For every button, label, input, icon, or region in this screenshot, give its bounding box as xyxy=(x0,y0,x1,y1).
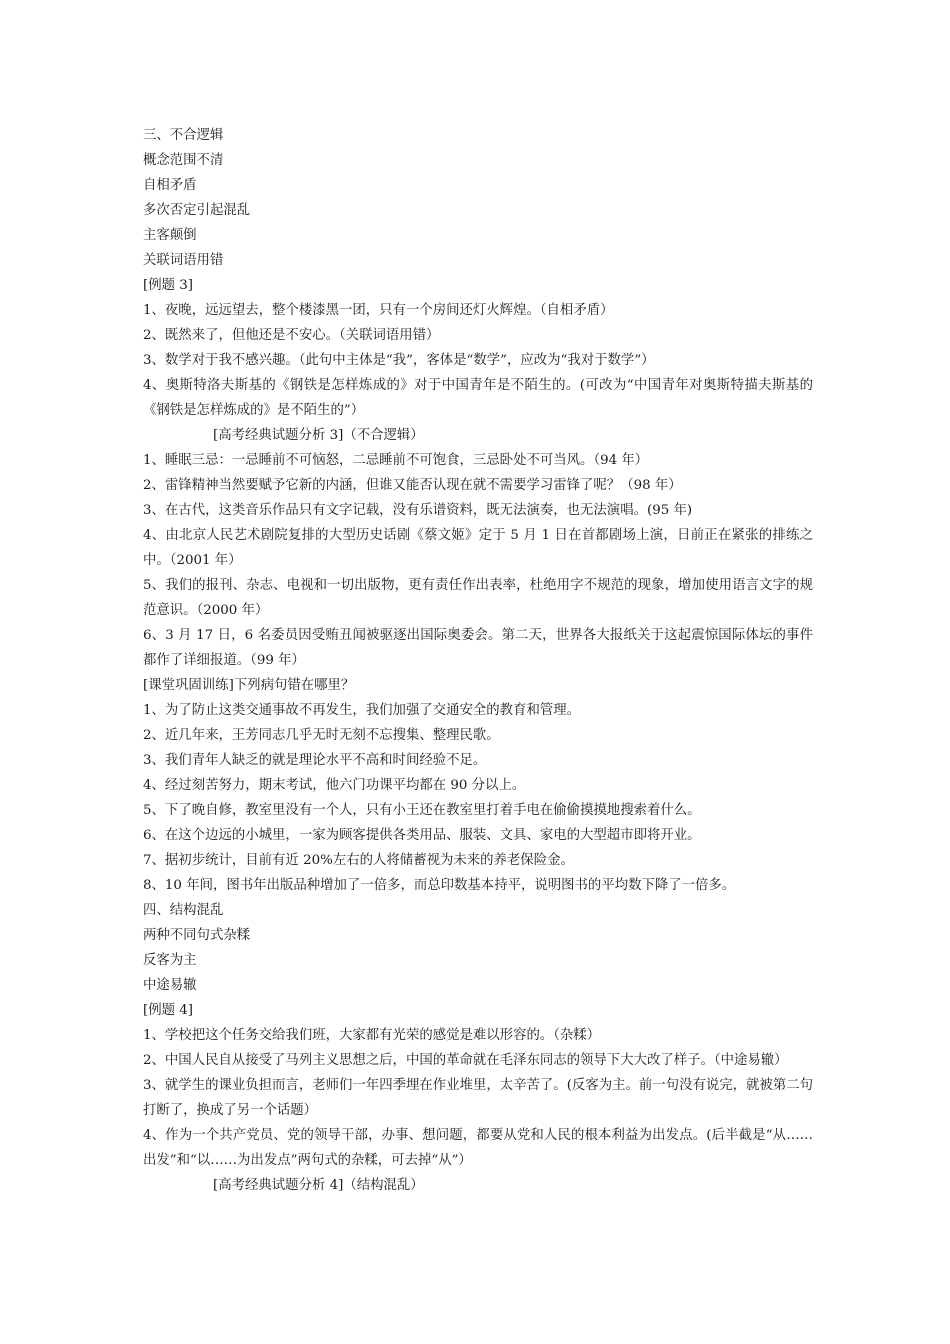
example-sentence: 1、夜晚，远远望去，整个楼漆黑一团，只有一个房间还灯火辉煌。（自相矛盾） xyxy=(143,303,614,318)
practice-sentence: 5、下了晚自修，教室里没有一个人，只有小王还在教室里打着手电在偷偷摸摸地搜索着什么。 xyxy=(143,803,701,818)
category-item: 两种不同句式杂糅 xyxy=(143,928,251,943)
category-item: 自相矛盾 xyxy=(143,178,197,193)
document-page xyxy=(143,123,813,1198)
practice-heading: [课堂巩固训练]下列病句错在哪里？ xyxy=(143,678,355,693)
category-item: 中途易辙 xyxy=(143,978,197,993)
example-sentence: 3、数学对于我不感兴趣。（此句中主体是“我”，客体是“数学”，应改为“我对于数学”） xyxy=(143,353,655,368)
category-item: 概念范围不清 xyxy=(143,153,224,168)
example-sentence: 3、就学生的课业负担而言，老师们一年四季埋在作业堆里，太辛苦了。(反客为主。前一句没有说完，就被第二句打断了，换成了另一个话题） xyxy=(143,1078,813,1118)
analysis-heading: [高考经典试题分析 3]（不合逻辑） xyxy=(213,428,424,443)
practice-sentence: 1、为了防止这类交通事故不再发生，我们加强了交通安全的教育和管理。 xyxy=(143,703,581,718)
example-label: [例题 4] xyxy=(143,1003,194,1018)
category-item: 主客颠倒 xyxy=(143,228,197,243)
example-sentence: 1、学校把这个任务交给我们班，大家都有光荣的感觉是难以形容的。（杂糅） xyxy=(143,1028,601,1043)
practice-sentence: 7、据初步统计，目前有近 20%左右的人将储蓄视为未来的养老保险金。 xyxy=(143,853,574,868)
example-sentence: 4、作为一个共产党员、党的领导干部，办事、想问题，都要从党和人民的根本利益为出发点。(后半截是“从……出发”和“以……为出发点”两句式的杂糅，可去掉“从”） xyxy=(143,1128,813,1168)
practice-sentence: 8、10 年间，图书年出版品种增加了一倍多，而总印数基本持平，说明图书的平均数下降了一倍多。 xyxy=(143,878,736,893)
analysis-sentence: 1、睡眠三忌：一忌睡前不可恼怒，二忌睡前不可饱食，三忌卧处不可当风。（94 年） xyxy=(143,453,649,468)
analysis-sentence: 5、我们的报刊、杂志、电视和一切出版物，更有责任作出表率，杜绝用字不规范的现象，增加使用语言文字的规范意识。（2000 年） xyxy=(143,578,813,618)
category-item: 多次否定引起混乱 xyxy=(143,203,251,218)
section-heading: 四、结构混乱 xyxy=(143,903,224,918)
category-item: 反客为主 xyxy=(143,953,197,968)
analysis-sentence: 6、3 月 17 日，6 名委员因受贿丑闻被驱逐出国际奥委会。第二天，世界各大报纸关于这起震惊国际体坛的事件都作了详细报道。（99 年） xyxy=(143,628,813,668)
analysis-sentence: 2、雷锋精神当然要赋予它新的内涵，但谁又能否认现在就不需要学习雷锋了呢？（98 年） xyxy=(143,478,682,493)
example-sentence: 2、既然来了，但他还是不安心。（关联词语用错） xyxy=(143,328,440,343)
analysis-heading: [高考经典试题分析 4]（结构混乱） xyxy=(213,1178,424,1193)
practice-sentence: 4、经过刻苦努力，期末考试，他六门功课平均都在 90 分以上。 xyxy=(143,778,526,793)
analysis-sentence: 3、在古代，这类音乐作品只有文字记载，没有乐谱资料，既无法演奏，也无法演唱。(95 年) xyxy=(143,503,693,518)
example-sentence: 2、中国人民自从接受了马列主义思想之后，中国的革命就在毛泽东同志的领导下大大改了样子。（中途易辙） xyxy=(143,1053,788,1068)
section-heading: 三、不合逻辑 xyxy=(143,128,224,143)
practice-sentence: 6、在这个边远的小城里，一家为顾客提供各类用品、服装、文具、家电的大型超市即将开业。 xyxy=(143,828,701,843)
example-sentence: 4、奥斯特洛夫斯基的《钢铁是怎样炼成的》对于中国青年是不陌生的。(可改为“中国青年对奥斯特描夫斯基的《钢铁是怎样炼成的》是不陌生的”） xyxy=(143,378,813,418)
practice-sentence: 3、我们青年人缺乏的就是理论水平不高和时间经验不足。 xyxy=(143,753,487,768)
practice-sentence: 2、近几年来，王芳同志几乎无时无刻不忘搜集、整理民歌。 xyxy=(143,728,500,743)
category-item: 关联词语用错 xyxy=(143,253,224,268)
example-label: [例题 3] xyxy=(143,278,194,293)
analysis-sentence: 4、由北京人民艺术剧院复排的大型历史话剧《蔡文姬》定于 5 月 1 日在首都剧场上演，日前正在紧张的排练之中。（2001 年） xyxy=(143,528,813,568)
